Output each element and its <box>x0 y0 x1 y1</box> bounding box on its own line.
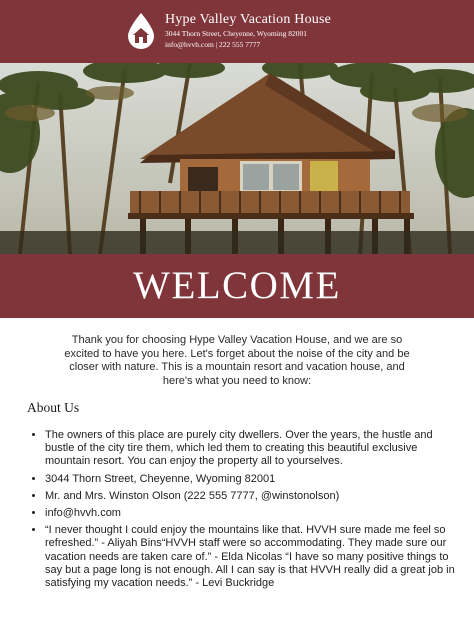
about-item-contact-person: • Mr. and Mrs. Winston Olson (222 555 7777, @winstonolson) <box>45 490 465 503</box>
welcome-band <box>0 254 474 318</box>
hero-photo <box>0 63 474 254</box>
welcome-title: WELCOME <box>133 264 341 307</box>
header-bar <box>0 0 474 63</box>
about-item-testimonials: • “I never thought I could enjoy the mountains like that. HVVH sure made me feel so refreshed.” - Aliyah Bins“HVVH staff were so accommodating. They made sure our vacation needs are taken care of.” - Elda Nicolas “I have so many positive things to say but a page long is not enough. All I can say is that HVVH really did a great job in satisfying my vacation needs.” - Levi Buckridge <box>45 524 465 590</box>
intro-paragraph: Thank you for choosing Hype Valley Vacation House, and we are so excited to have you here. Let's forget about the noise of the city and be closer with nature. This is a mountain resort and vacation house, and here's what you need to know: <box>64 334 410 387</box>
brand-block <box>165 12 331 50</box>
about-heading: About Us <box>27 400 80 415</box>
about-item-address: • 3044 Thorn Street, Cheyenne, Wyoming 82001 <box>45 473 465 486</box>
house-drop-icon <box>125 12 157 50</box>
brand-address: 3044 Thorn Street, Cheyenne, Wyoming 82001 <box>165 29 307 38</box>
about-list <box>31 429 465 594</box>
about-item-email: • info@hvvh.com <box>45 507 465 520</box>
about-item-owners: • The owners of this place are purely city dwellers. Over the years, the hustle and bustle of the city tire them, which led them to creating this beautiful exclusive mountain resort. You can enjoy the property all to yourselves. <box>45 429 465 469</box>
brand-contact: info@hvvh.com | 222 555 7777 <box>165 40 261 49</box>
brand-name: Hype Valley Vacation House <box>165 12 332 27</box>
